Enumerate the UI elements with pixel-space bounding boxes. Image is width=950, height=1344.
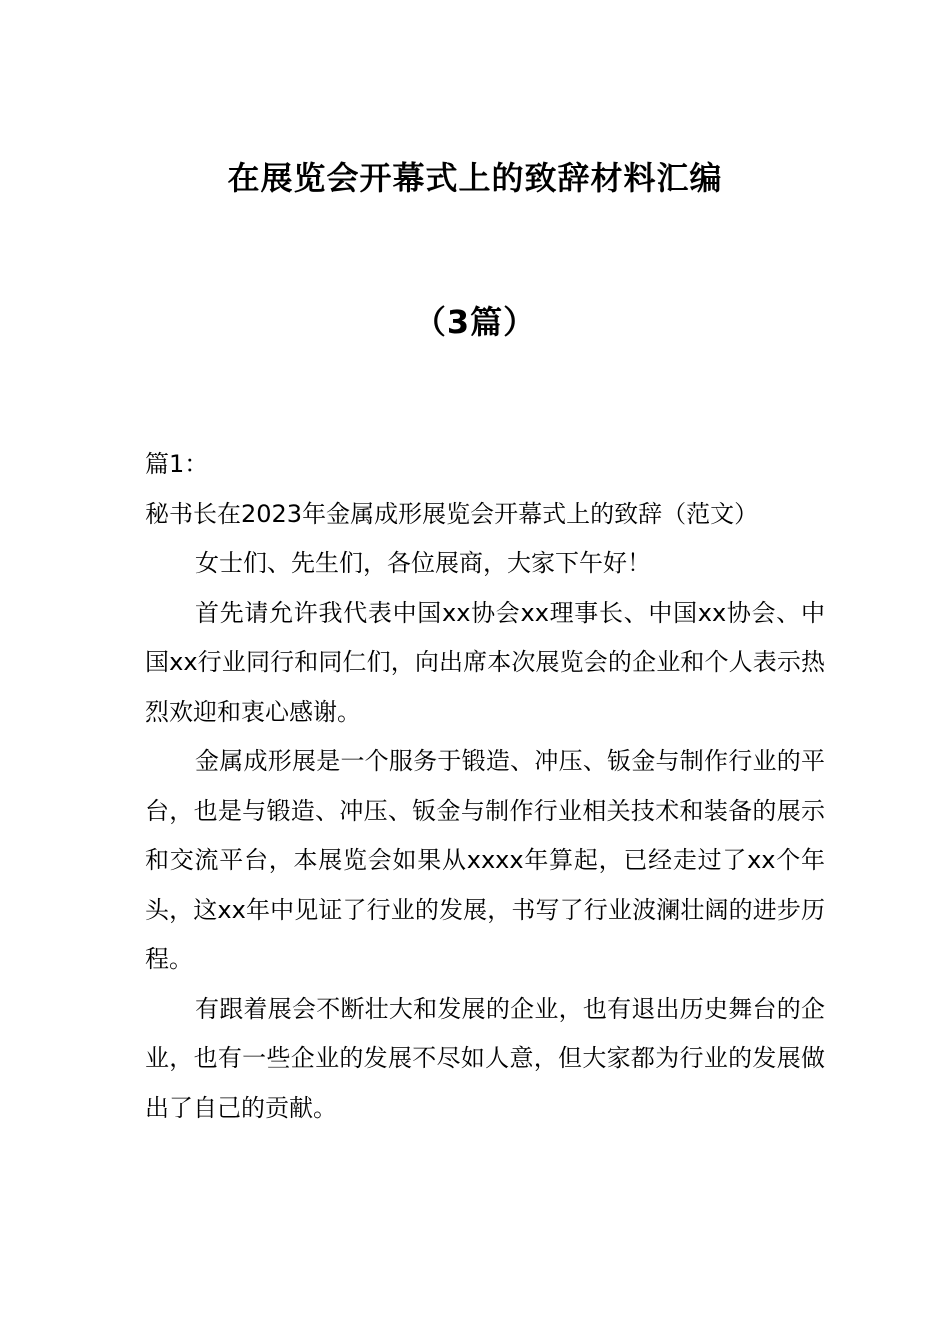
document-subtitle: （3篇） (413, 303, 537, 341)
paragraph-enterprises: 有跟着展会不断壮大和发展的企业，也有退出历史舞台的企业，也有一些企业的发展不尽如人意，但大家都为行业的发展做出了自己的贡献。 (145, 994, 825, 1122)
article-heading: 秘书长在2023年金属成形展览会开幕式上的致辞（范文） (145, 499, 759, 528)
document-title: 在展览会开幕式上的致辞材料汇编 (227, 159, 723, 197)
paragraph-exhibition: 金属成形展是一个服务于锻造、冲压、钣金与制作行业的平台，也是与锻造、冲压、钣金与制作行业相关技术和装备的展示和交流平台，本展览会如果从xxxx年算起，已经走过了xx个年头，这xx年中见证了行业的发展，书写了行业波澜壮阔的进步历程。 (145, 747, 825, 973)
paragraph-welcome: 首先请允许我代表中国xx协会xx理事长、中国xx协会、中国xx行业同行和同仁们，向出席本次展览会的企业和个人表示热烈欢迎和衷心感谢。 (145, 598, 825, 726)
section-label: 篇1： (145, 450, 209, 478)
paragraph-greeting: 女士们、先生们，各位展商，大家下午好！ (195, 549, 651, 577)
document-body (145, 440, 825, 1133)
